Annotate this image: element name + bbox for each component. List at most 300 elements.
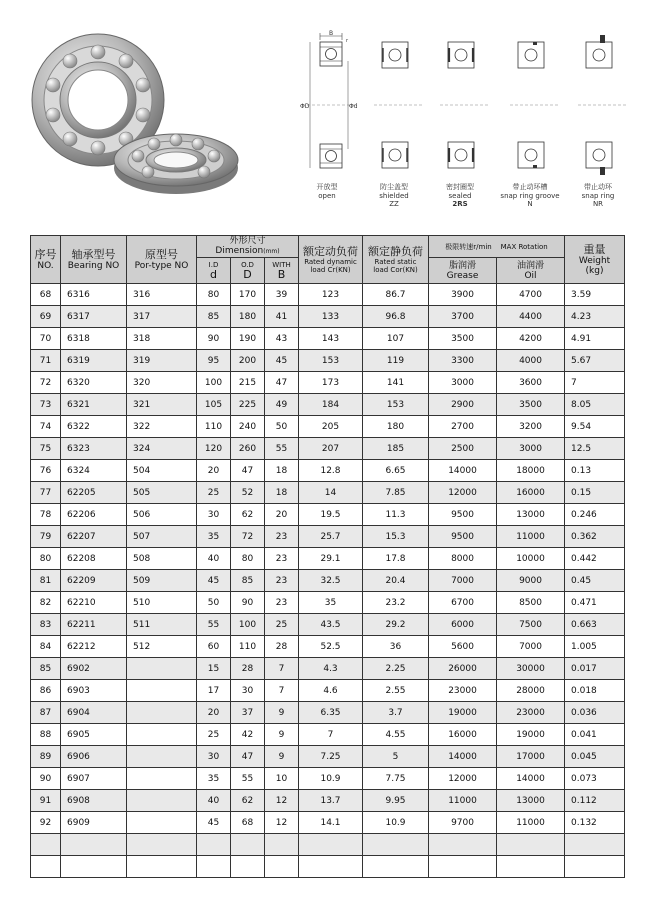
cell-no: 69	[31, 306, 61, 328]
cell-od: 240	[231, 416, 265, 438]
cell-id: 20	[197, 702, 231, 724]
cell-id: 17	[197, 680, 231, 702]
cell-bearing-no: 62207	[61, 526, 127, 548]
cell-od: 90	[231, 592, 265, 614]
cell-static-load: 5	[363, 746, 429, 768]
cell-id: 80	[197, 284, 231, 306]
cell-bearing-no: 6317	[61, 306, 127, 328]
cell-no: 87	[31, 702, 61, 724]
cell-od	[231, 834, 265, 856]
cell-static-load: 2.25	[363, 658, 429, 680]
cell-static-load: 141	[363, 372, 429, 394]
cell-oil-speed: 4400	[497, 306, 565, 328]
cell-id: 60	[197, 636, 231, 658]
cell-grease-speed: 7000	[429, 570, 497, 592]
cell-no: 76	[31, 460, 61, 482]
cell-dynamic-load: 7	[299, 724, 363, 746]
cell-width: 43	[265, 328, 299, 350]
cell-weight: 0.132	[565, 812, 625, 834]
cell-dynamic-load: 207	[299, 438, 363, 460]
col-original-header: 原型号 Por-type NO	[127, 236, 197, 284]
cell-static-load: 7.75	[363, 768, 429, 790]
cell-od: 30	[231, 680, 265, 702]
cell-od: 47	[231, 746, 265, 768]
cell-id: 55	[197, 614, 231, 636]
cell-grease-speed: 6000	[429, 614, 497, 636]
cell-od: 215	[231, 372, 265, 394]
cell-weight: 0.663	[565, 614, 625, 636]
cell-static-load: 119	[363, 350, 429, 372]
cell-original-no: 320	[127, 372, 197, 394]
cell-no: 83	[31, 614, 61, 636]
table-row	[31, 812, 625, 834]
cell-grease-speed: 9700	[429, 812, 497, 834]
cell-bearing-no: 62210	[61, 592, 127, 614]
cell-static-load: 7.85	[363, 482, 429, 504]
cell-weight: 0.13	[565, 460, 625, 482]
cell-static-load: 9.95	[363, 790, 429, 812]
cell-no: 71	[31, 350, 61, 372]
cell-weight: 0.362	[565, 526, 625, 548]
diagram-snap-ring-label: 带止动环 snap ring NR	[581, 183, 615, 208]
cell-grease-speed: 6700	[429, 592, 497, 614]
cell-od: 80	[231, 548, 265, 570]
cell-od: 62	[231, 504, 265, 526]
cell-oil-speed	[497, 856, 565, 878]
cell-grease-speed: 12000	[429, 482, 497, 504]
cell-grease-speed: 11000	[429, 790, 497, 812]
cell-weight	[565, 834, 625, 856]
cell-weight: 0.018	[565, 680, 625, 702]
cell-weight: 0.112	[565, 790, 625, 812]
cell-id: 30	[197, 504, 231, 526]
cell-original-no	[127, 724, 197, 746]
cell-weight: 4.23	[565, 306, 625, 328]
cell-dynamic-load: 173	[299, 372, 363, 394]
cell-no: 85	[31, 658, 61, 680]
cell-static-load: 4.55	[363, 724, 429, 746]
cell-dynamic-load	[299, 834, 363, 856]
cell-oil-speed: 17000	[497, 746, 565, 768]
cell-original-no: 508	[127, 548, 197, 570]
cell-oil-speed: 3500	[497, 394, 565, 416]
cell-od: 200	[231, 350, 265, 372]
cell-no: 92	[31, 812, 61, 834]
cell-oil-speed: 4000	[497, 350, 565, 372]
cell-no: 75	[31, 438, 61, 460]
cell-width: 23	[265, 548, 299, 570]
cell-width: 12	[265, 812, 299, 834]
cell-original-no: 512	[127, 636, 197, 658]
cell-original-no: 510	[127, 592, 197, 614]
cell-oil-speed: 16000	[497, 482, 565, 504]
cell-grease-speed: 3500	[429, 328, 497, 350]
cell-grease-speed: 23000	[429, 680, 497, 702]
cell-weight: 0.246	[565, 504, 625, 526]
cell-static-load: 180	[363, 416, 429, 438]
table-row	[31, 306, 625, 328]
cell-dynamic-load: 14	[299, 482, 363, 504]
cell-grease-speed	[429, 834, 497, 856]
cell-grease-speed: 14000	[429, 746, 497, 768]
cell-width: 23	[265, 570, 299, 592]
cell-grease-speed: 2500	[429, 438, 497, 460]
cell-width	[265, 856, 299, 878]
cell-id: 35	[197, 768, 231, 790]
dim-od-label: ΦD	[300, 103, 310, 110]
table-row	[31, 504, 625, 526]
cell-width: 25	[265, 614, 299, 636]
cell-grease-speed: 2900	[429, 394, 497, 416]
cell-width: 55	[265, 438, 299, 460]
cell-id: 50	[197, 592, 231, 614]
cell-weight: 0.442	[565, 548, 625, 570]
cell-od: 28	[231, 658, 265, 680]
cell-width: 10	[265, 768, 299, 790]
cell-od: 72	[231, 526, 265, 548]
table-row	[31, 614, 625, 636]
cell-weight: 0.041	[565, 724, 625, 746]
cell-bearing-no: 62211	[61, 614, 127, 636]
cell-original-no	[127, 746, 197, 768]
cell-weight: 5.67	[565, 350, 625, 372]
cell-no: 91	[31, 790, 61, 812]
cell-static-load: 86.7	[363, 284, 429, 306]
bearing-spec-table	[30, 235, 625, 878]
diagram-snap-ring-groove	[510, 30, 560, 180]
cell-no: 72	[31, 372, 61, 394]
cell-no: 79	[31, 526, 61, 548]
cell-od: 180	[231, 306, 265, 328]
cell-oil-speed: 8500	[497, 592, 565, 614]
cell-width: 9	[265, 724, 299, 746]
cell-static-load: 2.55	[363, 680, 429, 702]
col-dimension-header: 外形尺寸 Dimension(mm)	[197, 236, 299, 258]
cell-weight: 7	[565, 372, 625, 394]
cell-no: 73	[31, 394, 61, 416]
cell-dynamic-load: 12.8	[299, 460, 363, 482]
cell-no	[31, 834, 61, 856]
cell-static-load: 36	[363, 636, 429, 658]
cell-no: 80	[31, 548, 61, 570]
table-row	[31, 746, 625, 768]
cell-weight: 0.017	[565, 658, 625, 680]
table-row	[31, 592, 625, 614]
cell-grease-speed: 12000	[429, 768, 497, 790]
table-row	[31, 350, 625, 372]
cell-width: 39	[265, 284, 299, 306]
cell-grease-speed: 16000	[429, 724, 497, 746]
table-row	[31, 702, 625, 724]
cell-od: 62	[231, 790, 265, 812]
cell-id: 30	[197, 746, 231, 768]
cell-weight: 0.45	[565, 570, 625, 592]
cell-width: 9	[265, 702, 299, 724]
cell-weight: 1.005	[565, 636, 625, 658]
cell-od: 55	[231, 768, 265, 790]
cell-weight	[565, 856, 625, 878]
cell-oil-speed: 19000	[497, 724, 565, 746]
cell-id	[197, 834, 231, 856]
cell-bearing-no: 62209	[61, 570, 127, 592]
cell-bearing-no: 6902	[61, 658, 127, 680]
cell-weight: 8.05	[565, 394, 625, 416]
diagram-sealed-label: 密封圈型 sealed 2RS	[446, 183, 474, 208]
cell-static-load: 17.8	[363, 548, 429, 570]
cell-no: 86	[31, 680, 61, 702]
cell-original-no: 317	[127, 306, 197, 328]
cell-dynamic-load: 43.5	[299, 614, 363, 636]
cell-id: 20	[197, 460, 231, 482]
table-row	[31, 790, 625, 812]
cell-od: 100	[231, 614, 265, 636]
cell-oil-speed: 23000	[497, 702, 565, 724]
bearing-photo	[18, 28, 248, 198]
table-row	[31, 834, 625, 856]
cell-od: 170	[231, 284, 265, 306]
table-row	[31, 372, 625, 394]
cell-oil-speed: 11000	[497, 812, 565, 834]
table-row	[31, 548, 625, 570]
table-row	[31, 416, 625, 438]
cell-original-no	[127, 856, 197, 878]
table-row	[31, 658, 625, 680]
cell-original-no: 511	[127, 614, 197, 636]
cell-bearing-no: 6321	[61, 394, 127, 416]
cell-original-no	[127, 702, 197, 724]
cell-bearing-no: 6319	[61, 350, 127, 372]
table-row	[31, 438, 625, 460]
cell-od: 190	[231, 328, 265, 350]
cell-width	[265, 834, 299, 856]
cell-original-no: 321	[127, 394, 197, 416]
cell-no: 82	[31, 592, 61, 614]
cell-weight: 12.5	[565, 438, 625, 460]
cell-dynamic-load: 52.5	[299, 636, 363, 658]
cell-static-load: 185	[363, 438, 429, 460]
cell-original-no	[127, 658, 197, 680]
cell-width: 18	[265, 460, 299, 482]
cell-no: 84	[31, 636, 61, 658]
cell-grease-speed: 9500	[429, 504, 497, 526]
cell-id: 45	[197, 812, 231, 834]
cell-grease-speed: 26000	[429, 658, 497, 680]
cell-static-load: 15.3	[363, 526, 429, 548]
cell-id: 85	[197, 306, 231, 328]
cell-grease-speed: 9500	[429, 526, 497, 548]
cell-no: 90	[31, 768, 61, 790]
cell-grease-speed: 14000	[429, 460, 497, 482]
table-row	[31, 724, 625, 746]
cell-static-load: 11.3	[363, 504, 429, 526]
diagram-shielded-label: 防尘盖型 shielded ZZ	[379, 183, 409, 208]
cell-bearing-no: 6320	[61, 372, 127, 394]
cell-id: 15	[197, 658, 231, 680]
cell-grease-speed	[429, 856, 497, 878]
cell-weight: 4.91	[565, 328, 625, 350]
cell-dynamic-load: 133	[299, 306, 363, 328]
col-bearing-header: 轴承型号 Bearing NO	[61, 236, 127, 284]
diagram-sealed	[440, 30, 490, 180]
cell-dynamic-load: 123	[299, 284, 363, 306]
table-row	[31, 636, 625, 658]
cell-oil-speed: 3600	[497, 372, 565, 394]
cell-no	[31, 856, 61, 878]
table-row	[31, 482, 625, 504]
col-width-header: WITH B	[265, 258, 299, 284]
cell-od: 42	[231, 724, 265, 746]
cell-static-load: 29.2	[363, 614, 429, 636]
cell-width: 23	[265, 592, 299, 614]
cell-original-no: 505	[127, 482, 197, 504]
cell-original-no: 319	[127, 350, 197, 372]
table-row	[31, 570, 625, 592]
cell-grease-speed: 3300	[429, 350, 497, 372]
cell-width: 20	[265, 504, 299, 526]
cell-static-load: 23.2	[363, 592, 429, 614]
cell-od: 110	[231, 636, 265, 658]
cell-oil-speed: 3000	[497, 438, 565, 460]
cell-static-load: 3.7	[363, 702, 429, 724]
cell-grease-speed: 3700	[429, 306, 497, 328]
cell-bearing-no: 62212	[61, 636, 127, 658]
col-weight-header: 重量 Weight (kg)	[565, 236, 625, 284]
cell-width: 9	[265, 746, 299, 768]
cell-od: 85	[231, 570, 265, 592]
cell-bearing-no: 62205	[61, 482, 127, 504]
cell-grease-speed: 19000	[429, 702, 497, 724]
cell-id: 35	[197, 526, 231, 548]
cell-od: 260	[231, 438, 265, 460]
cell-bearing-no: 6323	[61, 438, 127, 460]
cell-static-load	[363, 834, 429, 856]
cell-od: 52	[231, 482, 265, 504]
cell-id: 95	[197, 350, 231, 372]
col-speed-header: 极限转速r/min MAX Rotation	[429, 236, 565, 258]
cell-width: 50	[265, 416, 299, 438]
cell-bearing-no: 6905	[61, 724, 127, 746]
cell-bearing-no: 6904	[61, 702, 127, 724]
cell-static-load: 107	[363, 328, 429, 350]
cell-no: 88	[31, 724, 61, 746]
cell-original-no	[127, 790, 197, 812]
cell-bearing-no: 62206	[61, 504, 127, 526]
cell-oil-speed: 30000	[497, 658, 565, 680]
cell-original-no	[127, 768, 197, 790]
cell-original-no: 504	[127, 460, 197, 482]
cell-dynamic-load: 35	[299, 592, 363, 614]
cell-static-load: 6.65	[363, 460, 429, 482]
cell-dynamic-load: 25.7	[299, 526, 363, 548]
cell-static-load: 20.4	[363, 570, 429, 592]
cell-dynamic-load: 32.5	[299, 570, 363, 592]
cell-oil-speed: 3200	[497, 416, 565, 438]
dim-b-label: B	[328, 30, 334, 37]
col-dynamic-load-header: 额定动负荷 Rated dynamic load Cr(KN)	[299, 236, 363, 284]
col-oil-header: 油润滑 Oil	[497, 258, 565, 284]
cell-dynamic-load: 205	[299, 416, 363, 438]
cell-bearing-no	[61, 834, 127, 856]
table-row	[31, 460, 625, 482]
cell-id: 25	[197, 724, 231, 746]
cell-width: 28	[265, 636, 299, 658]
cell-oil-speed: 13000	[497, 504, 565, 526]
cell-dynamic-load: 4.3	[299, 658, 363, 680]
cell-bearing-no: 62208	[61, 548, 127, 570]
cell-original-no	[127, 834, 197, 856]
diagram-snap-ring	[578, 30, 628, 180]
cell-original-no: 506	[127, 504, 197, 526]
cell-static-load: 10.9	[363, 812, 429, 834]
cell-grease-speed: 5600	[429, 636, 497, 658]
col-od-header: O.D D	[231, 258, 265, 284]
cell-od: 37	[231, 702, 265, 724]
cell-oil-speed: 28000	[497, 680, 565, 702]
cell-dynamic-load: 13.7	[299, 790, 363, 812]
cell-no: 78	[31, 504, 61, 526]
cell-weight: 0.471	[565, 592, 625, 614]
cell-dynamic-load: 184	[299, 394, 363, 416]
cell-id: 105	[197, 394, 231, 416]
cell-bearing-no: 6907	[61, 768, 127, 790]
cell-original-no: 509	[127, 570, 197, 592]
cell-original-no	[127, 812, 197, 834]
cell-static-load: 96.8	[363, 306, 429, 328]
cell-od: 47	[231, 460, 265, 482]
cell-original-no: 318	[127, 328, 197, 350]
cell-id: 40	[197, 548, 231, 570]
cell-bearing-no	[61, 856, 127, 878]
cell-weight: 3.59	[565, 284, 625, 306]
cell-static-load	[363, 856, 429, 878]
cell-dynamic-load: 143	[299, 328, 363, 350]
col-no-header: 序号 NO.	[31, 236, 61, 284]
cell-dynamic-load: 10.9	[299, 768, 363, 790]
cell-no: 89	[31, 746, 61, 768]
table-row	[31, 526, 625, 548]
cell-id: 120	[197, 438, 231, 460]
cell-oil-speed: 4700	[497, 284, 565, 306]
cell-width: 18	[265, 482, 299, 504]
table-row	[31, 680, 625, 702]
cell-grease-speed: 3000	[429, 372, 497, 394]
cell-id: 25	[197, 482, 231, 504]
col-grease-header: 脂润滑 Grease	[429, 258, 497, 284]
cell-oil-speed: 4200	[497, 328, 565, 350]
table-row	[31, 768, 625, 790]
cell-bearing-no: 6906	[61, 746, 127, 768]
cell-oil-speed: 9000	[497, 570, 565, 592]
cell-bearing-no: 6318	[61, 328, 127, 350]
diagram-open	[298, 30, 358, 180]
cell-id: 110	[197, 416, 231, 438]
cell-oil-speed: 18000	[497, 460, 565, 482]
table-row	[31, 856, 625, 878]
cell-bearing-no: 6908	[61, 790, 127, 812]
cell-no: 68	[31, 284, 61, 306]
cell-dynamic-load: 29.1	[299, 548, 363, 570]
cell-dynamic-load: 4.6	[299, 680, 363, 702]
cell-weight: 0.036	[565, 702, 625, 724]
cell-oil-speed: 7000	[497, 636, 565, 658]
cell-original-no	[127, 680, 197, 702]
cell-bearing-no: 6322	[61, 416, 127, 438]
cell-original-no: 507	[127, 526, 197, 548]
cell-id	[197, 856, 231, 878]
cell-width: 7	[265, 658, 299, 680]
table-row	[31, 328, 625, 350]
cell-weight: 0.15	[565, 482, 625, 504]
